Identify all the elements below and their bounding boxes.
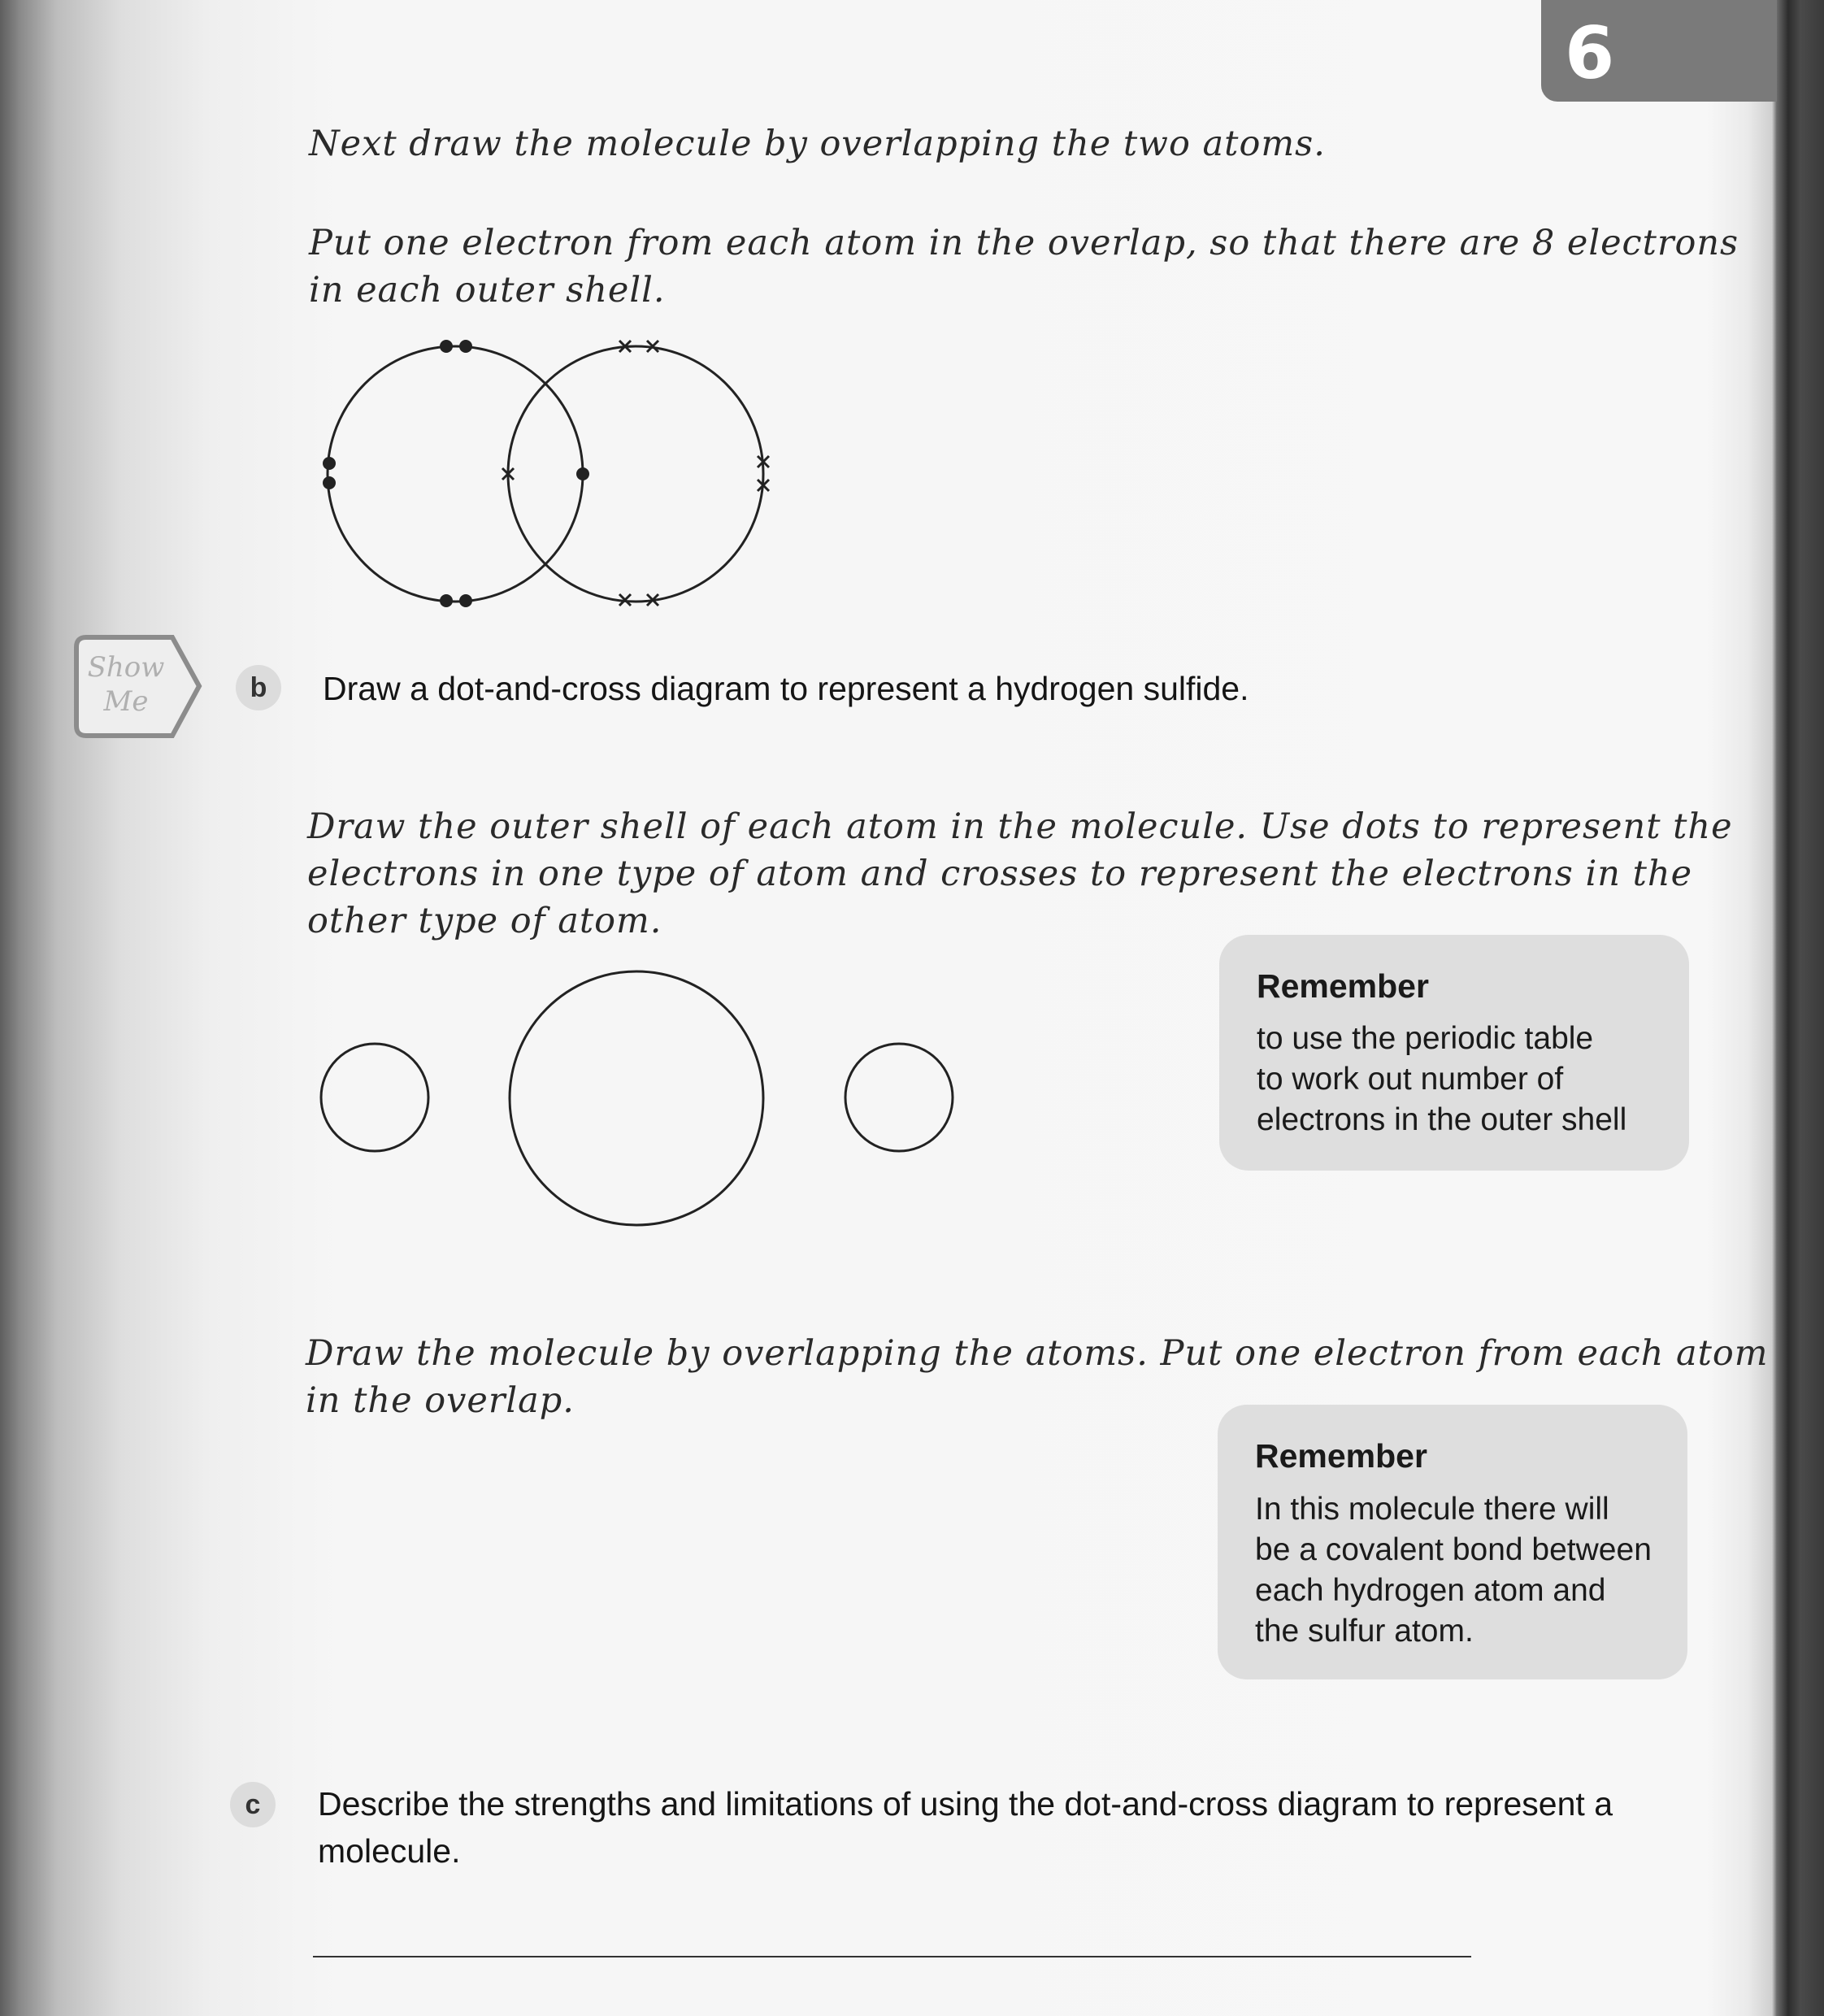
answer-line[interactable]	[313, 1956, 1471, 1957]
show-me-label[interactable]: Show Me	[87, 651, 165, 718]
instruction-electrons-line1: Put one electron from each atom in the overlap, so that there are 8 electrons	[309, 223, 1739, 263]
question-c-line2: molecule.	[318, 1832, 461, 1870]
chapter-number: 6	[1565, 11, 1615, 95]
remember-title: Remember	[1255, 1437, 1427, 1475]
step1-line1: Draw the outer shell of each atom in the molecule. Use dots to represent the	[307, 806, 1733, 847]
step2-line2: in the overlap.	[306, 1380, 575, 1421]
step1-line3: other type of atom.	[307, 901, 662, 941]
remember-title: Remember	[1257, 967, 1429, 1005]
question-c-marker: c	[230, 1782, 276, 1827]
step2-line1: Draw the molecule by overlapping the atoms. Put one electron from each atom	[306, 1333, 1769, 1374]
question-b-marker: b	[236, 665, 281, 710]
question-b-text: Draw a dot-and-cross diagram to represent a hydrogen sulfide.	[323, 670, 1249, 707]
step1-line2: electrons in one type of atom and crosses to represent the electrons in the	[307, 854, 1693, 894]
remember-body: to use the periodic table to work out number of electrons in the outer shell	[1257, 1021, 1627, 1137]
question-c-line1: Describe the strengths and limitations of using the dot-and-cross diagram to represent a	[318, 1785, 1613, 1823]
instruction-overlap: Next draw the molecule by overlapping the two atoms.	[309, 124, 1326, 164]
remember-body: In this molecule there will be a covalent bond between each hydrogen atom and the sulfur atom.	[1255, 1492, 1652, 1649]
instruction-electrons-line2: in each outer shell.	[309, 270, 666, 311]
